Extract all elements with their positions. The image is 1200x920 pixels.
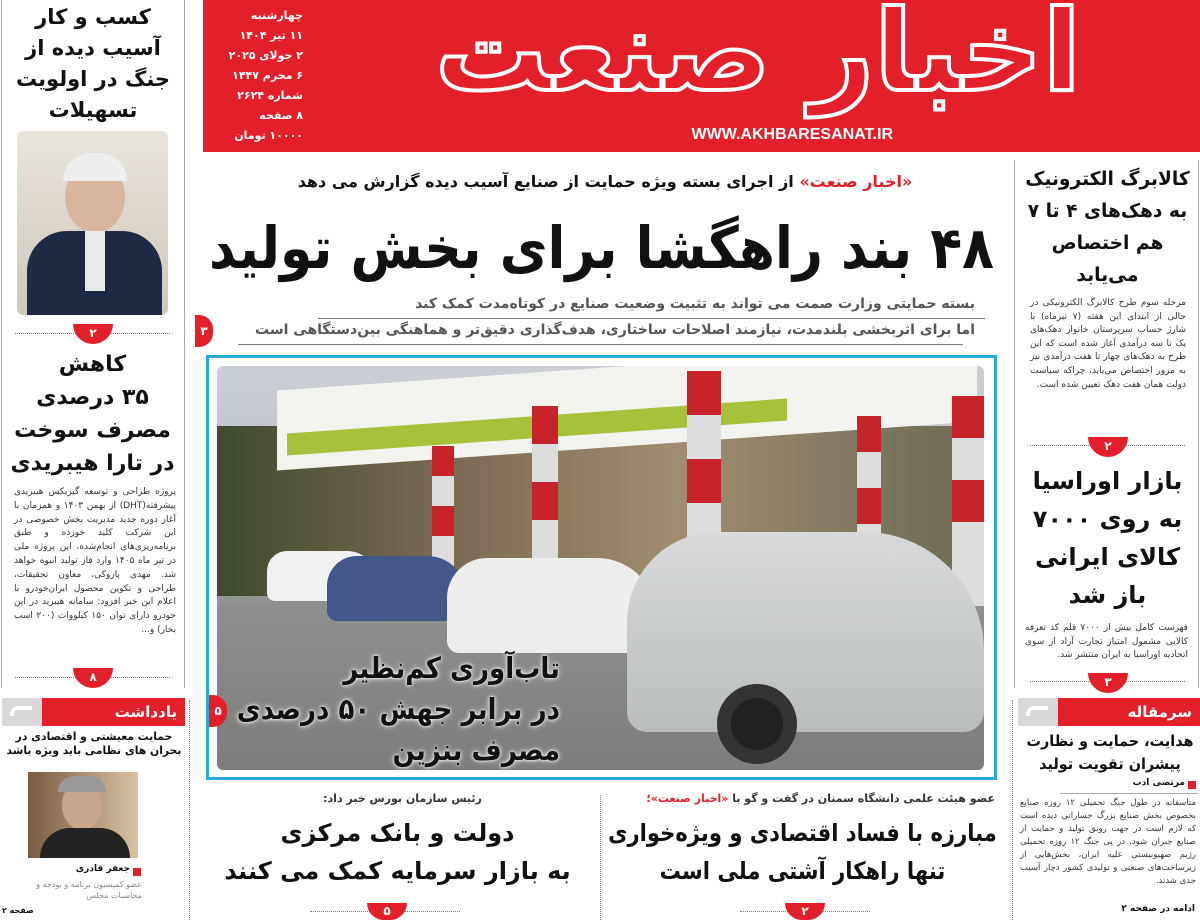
kicker-text: عضو هیئت علمی دانشگاه سمنان در گفت و گو با	[728, 792, 995, 805]
left-story2-headline[interactable]	[10, 348, 175, 480]
lead-subhead-1: بسته حمایتی وزارت صمت می تواند به تثبیت وضعیت صنایع در کوتاه‌مدت کمک کند	[415, 296, 975, 312]
price: ۱۰۰۰۰ تومان	[234, 129, 303, 142]
bottom-right-headline[interactable]	[605, 814, 1000, 890]
author-marker-icon	[133, 868, 141, 876]
author-marker-icon	[1188, 781, 1196, 789]
kicker-text: از اجرای بسته ویژه حمایت از صنایع آسیب دیده گزارش می دهد	[297, 172, 794, 191]
page-count: ۸ صفحه	[259, 109, 303, 122]
headline-line: مبارزه با فساد اقتصادی و ویژه‌خواری	[608, 819, 997, 847]
page-badge[interactable]: ۵	[367, 903, 407, 920]
page-badge[interactable]: ۲	[73, 324, 113, 344]
headline-line: در تارا هیبریدی	[10, 451, 175, 476]
section-header-note: یادداشت	[42, 698, 185, 726]
editorial-body: متاسفانه در طول جنگ تحمیلی ۱۲ روزه صنایع بخصوص بخش صنایع بزرگ خساراتی دیده است که لازم است در جهت رونق تولید و حمایت از صنایع جبران شود. در پی جنگ ۱۲ روزه تحمیلی رژیم صهیونیستی علیه ایران، بخش‌هایی از زیرساخت‌های صنعتی و تولیدی کشور دچار آسیب جدی شدند.	[1020, 798, 1197, 886]
date-gregorian: ۲ جولای ۲۰۲۵	[228, 49, 303, 62]
editorial-continued[interactable]: ادامه در صفحه ۲	[1121, 904, 1195, 914]
headline-line: کاهش	[58, 352, 127, 377]
lead-kicker[interactable]	[210, 172, 1000, 191]
divider	[189, 700, 190, 920]
bottom-left-headline[interactable]	[205, 814, 590, 890]
right-story1-headline[interactable]: کالابرگ الکترونیک به دهک‌های ۴ تا ۷ هم اختصاص می‌یابد	[1025, 168, 1190, 286]
note-page-ref[interactable]: صفحه ۲	[2, 906, 34, 915]
portrait-photo	[17, 131, 168, 315]
headline-line: ۳۵ درصدی	[36, 385, 149, 410]
note-author: جعفر قادری	[75, 864, 130, 874]
page-badge[interactable]: ۵	[209, 695, 227, 727]
weekday: چهارشنبه	[250, 9, 303, 22]
headline-line: تنها راهکار آشتی ملی است	[659, 857, 946, 885]
issue-number: شماره ۲۶۲۴	[237, 89, 303, 102]
date-solar: ۱۱ تیر ۱۴۰۴	[239, 29, 303, 42]
left-top-headline[interactable]: کسب و کار آسیب دیده از جنگ در اولویت تسهیلات	[15, 5, 171, 122]
editorial-author: مرتضی ادب	[1132, 778, 1185, 788]
arrow-icon	[1018, 698, 1058, 726]
issue-info	[213, 6, 303, 146]
website-url[interactable]: WWW.AKHBARESANAT.IR	[691, 126, 893, 143]
page-badge[interactable]: ۸	[73, 668, 113, 688]
left-story2-body: پروژه طراحی و توسعه گیربکس هیبریدی پیشرفته(DHT) از بهمن ۱۴۰۳ و همزمان با آغاز دوره جدید مدیریت بخش خصوصی در این شرکت کلید خورده و طبق برنامه‌ریزی‌های انجام‌شده، این پروژه ملی در تیر ماه ۱۴۰۵ وارد فاز تولید انبوه خواهد شد. مهدی پازوکی، معاون تحقیقات، طراحی و تکوین محصول ایران‌خودرو با اعلام این خبر افزود: سامانه هیبرید در این خودرو دارای توان ۱۵۰ کیلووات (۲۰۰ اسب بخار) و...	[14, 487, 176, 635]
right-story1-body: مرحله سوم طرح کالابرگ الکترونیکی در حالی از ابتدای این هفته (۷ تیرماه) با شارژ حساب سرپرستان خانوار دهک‌های یک تا سه درآمدی آغاز شده است که این طرح به دهک‌های چهار تا هفت درآمدی نیز به مرور اختصاص می‌یابد، چراکه سیاست دولت همان هفت دهک تعیین شده است.	[1030, 298, 1186, 390]
arrow-icon	[2, 698, 42, 726]
masthead	[203, 0, 1200, 152]
headline-line: دولت و بانک مرکزی	[280, 819, 515, 847]
underline	[238, 344, 963, 345]
section-header-editorial: سرمقاله	[1058, 698, 1200, 726]
lead-headline[interactable]: ۴۸ بند راهگشا برای بخش تولید	[208, 214, 995, 282]
date-lunar: ۶ محرم ۱۴۴۷	[232, 69, 303, 82]
caption-line: مصرف بنزین	[392, 733, 560, 767]
page-badge[interactable]: ۲	[785, 903, 825, 920]
kicker-source: «اخبار صنعت»	[799, 172, 913, 191]
page-badge[interactable]: ۳	[1088, 673, 1128, 693]
caption-line: در برابر جهش ۵۰ درصدی	[236, 692, 560, 726]
right-story2-body: فهرست کامل بیش از ۷۰۰۰ قلم کد تعرفه کالایی مشمول امتیاز تجارت آزاد از سوی اتحادیه اوراسیا به ایران منتشر شد.	[1025, 623, 1188, 660]
underline	[318, 318, 985, 319]
right-story2-headline[interactable]: بازار اوراسیا به روی ۷۰۰۰ کالای ایرانی باز شد	[1032, 467, 1183, 609]
note-headline[interactable]: حمایت معیشتی و اقتصادی در بحران های نظامی باید ویژه باشد	[6, 730, 182, 757]
divider	[600, 795, 601, 920]
lead-subhead-2: اما برای اثربخشی بلندمدت، نیازمند اصلاحات ساختاری، هدف‌گذاری دقیق‌تر و هماهنگی بین‌دستگاهی است	[255, 322, 975, 338]
logo[interactable]: اخبار صنعت	[434, 0, 1082, 117]
underline	[1060, 793, 1198, 794]
page-badge[interactable]: ۳	[195, 315, 213, 347]
kicker-source: «اخبار صنعت»؛	[646, 792, 729, 805]
editorial-headline[interactable]: هدایت، حمایت و نظارت پیشران تقویت تولید	[1026, 732, 1194, 773]
caption-line: تاب‌آوری کم‌نظیر	[343, 651, 560, 685]
page-badge[interactable]: ۲	[1088, 437, 1128, 457]
bottom-right-kicker	[610, 792, 995, 805]
divider	[1012, 700, 1013, 920]
photo-caption[interactable]	[230, 648, 560, 771]
headline-line: به بازار سرمایه کمک می کنند	[224, 857, 571, 885]
author-photo	[28, 772, 138, 858]
bottom-left-kicker: رئیس سازمان بورس خبر داد:	[323, 792, 482, 805]
note-author-title: عضو کمیسیون برنامه و بودجه و محاسبات مجلس	[36, 880, 142, 900]
headline-line: مصرف سوخت	[14, 418, 171, 443]
